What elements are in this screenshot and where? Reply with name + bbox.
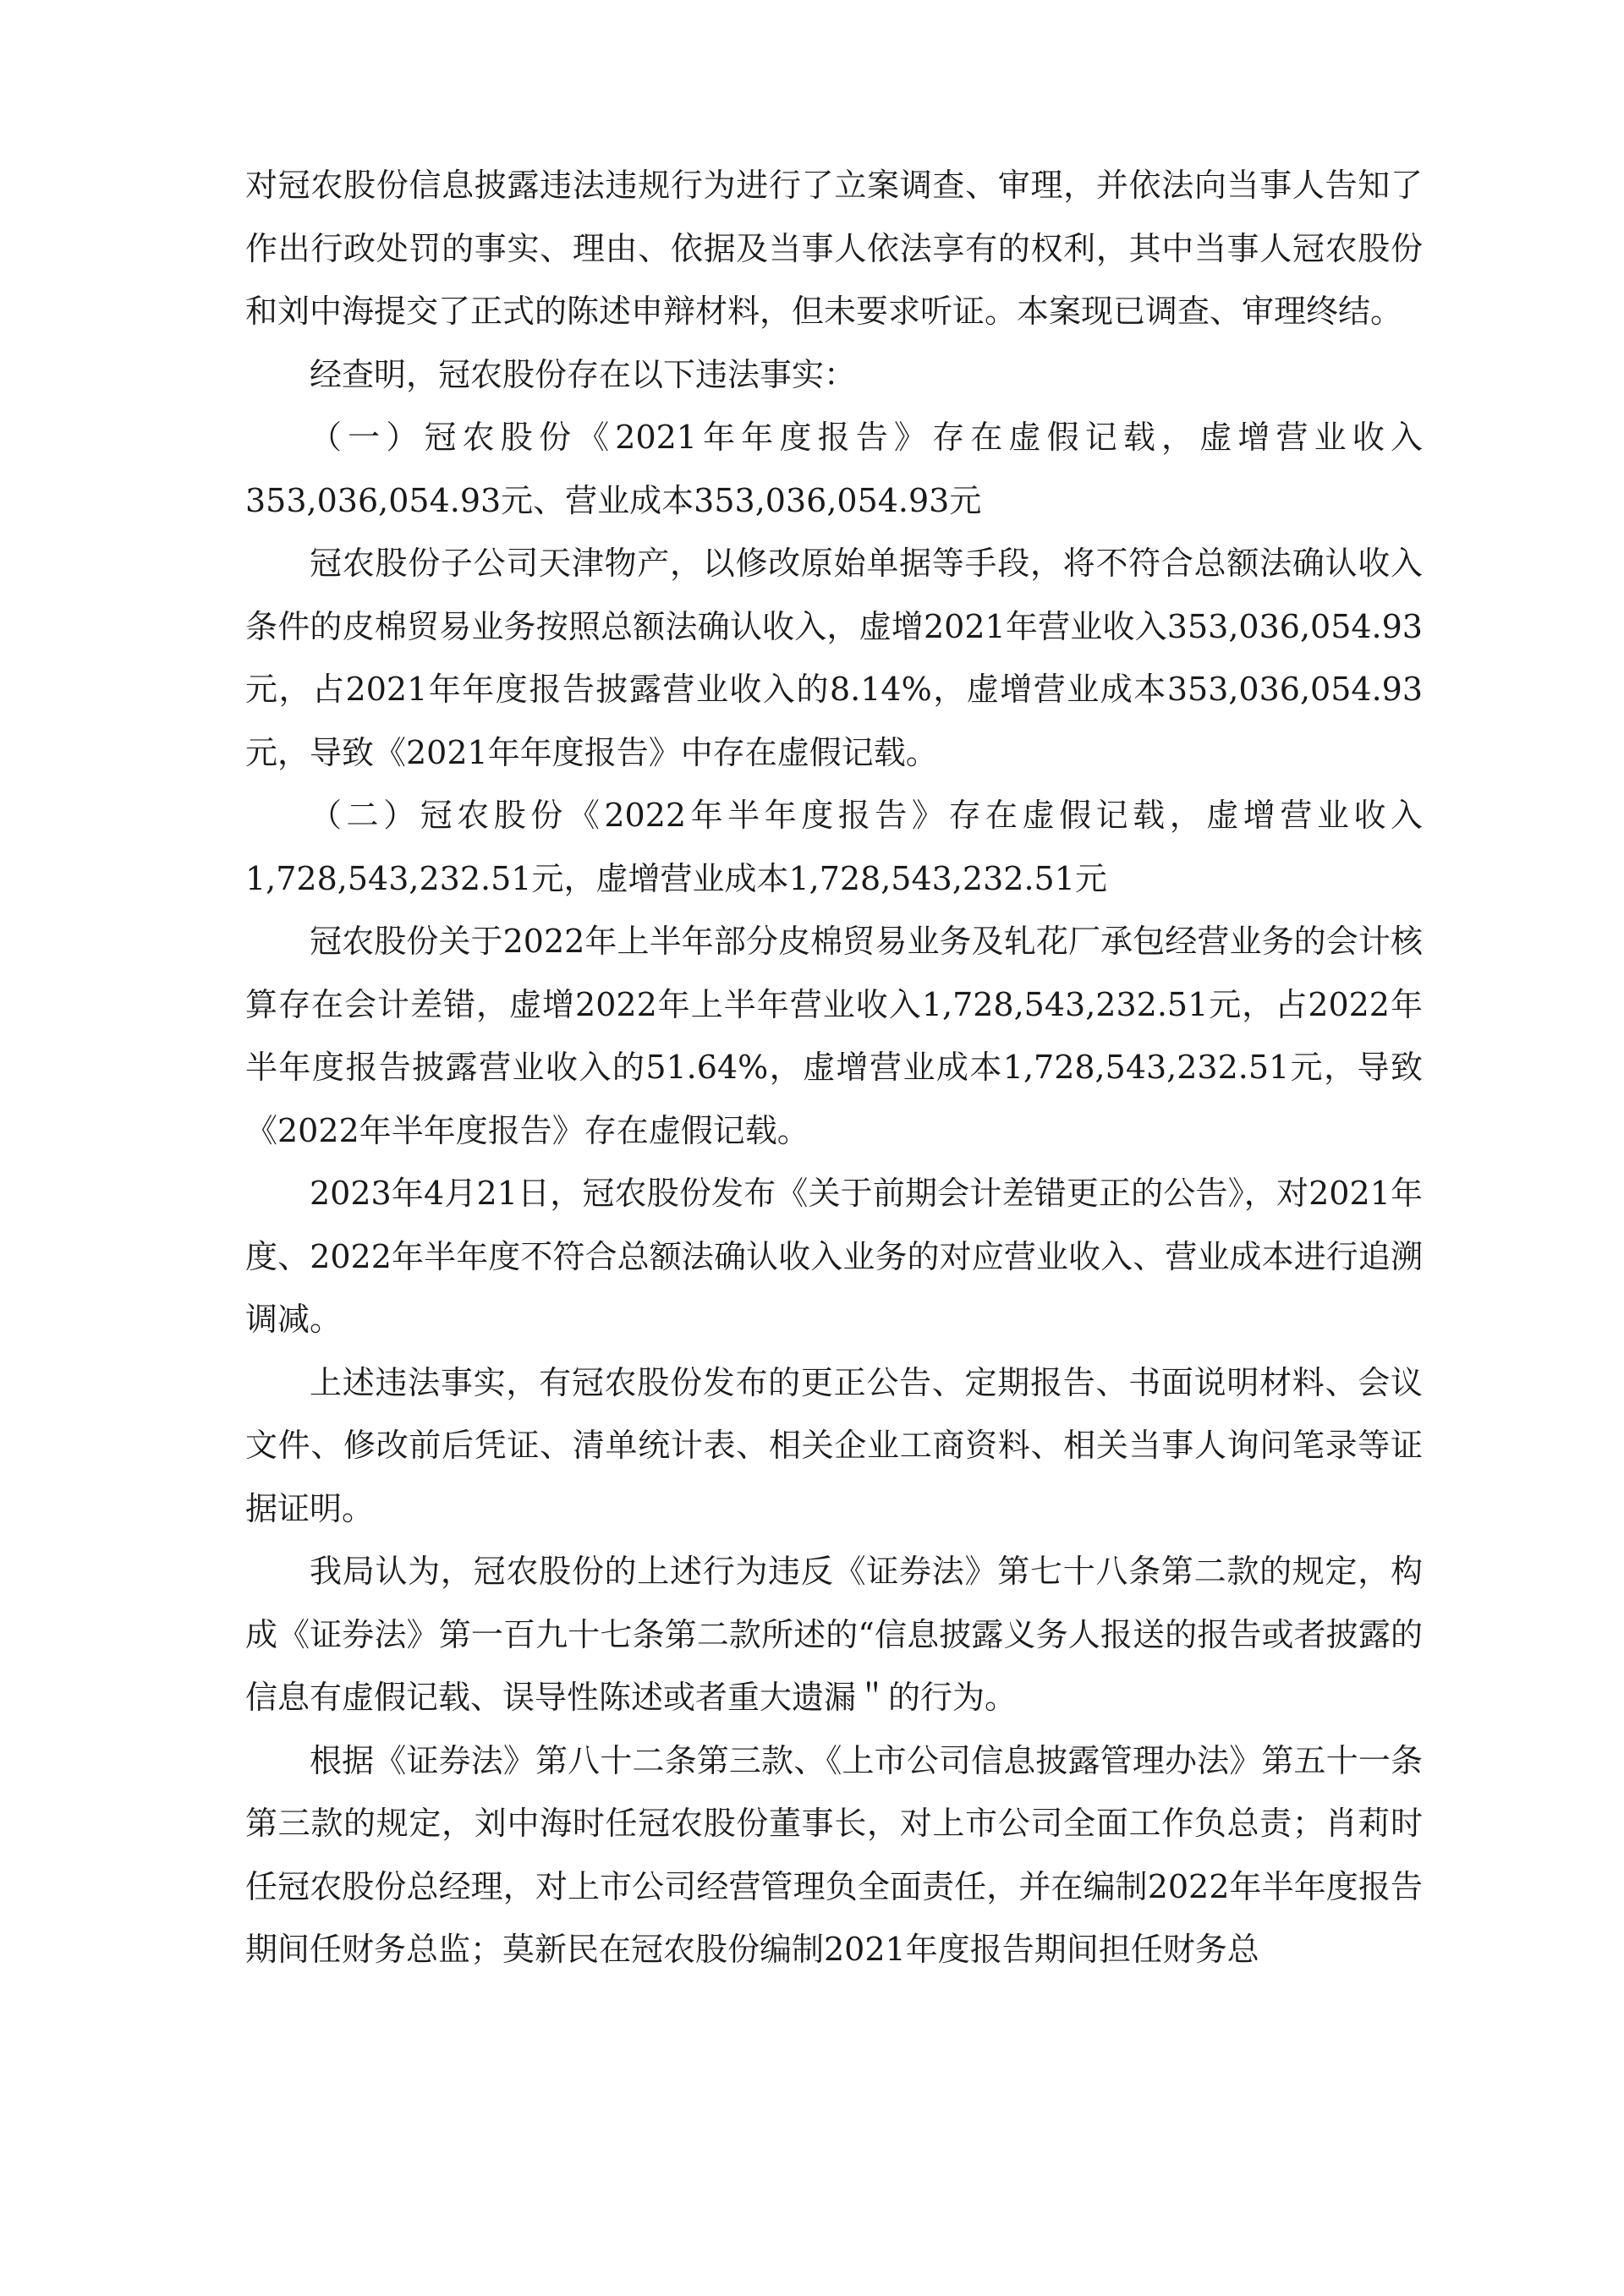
paragraph-2021-details: 冠农股份子公司天津物产，以修改原始单据等手段，将不符合总额法确认收入条件的皮棉贸易业务按照总额法确认收入，虚增2021年营业收入353,036,054.93元，占2021年年度报告披露营业收入的8.14%，虚增营业成本353,036,054.93元，导致《2021年年度报告》中存在虚假记载。 [245,545,1423,771]
section-heading-2021-report: （一）冠农股份《2021年年度报告》存在虚假记载，虚增营业收入353,036,054.93元、营业成本353,036,054.93元 [245,419,1423,519]
paragraph-legal-assessment: 我局认为，冠农股份的上述行为违反《证券法》第七十八条第二款的规定，构成《证券法》第一百九十七条第二款所述的“信息披露义务人报送的报告或者披露的信息有虚假记载、误导性陈述或者重大遗漏＂的行为。 [245,1553,1423,1716]
paragraph-responsible-persons: 根据《证券法》第八十二条第三款、《上市公司信息披露管理办法》第五十一条第三款的规定，刘中海时任冠农股份董事长，对上市公司全面工作负总责；肖莉时任冠农股份总经理，对上市公司经营管理负全面责任，并在编制2022年半年度报告期间任财务总监；莫新民在冠农股份编制2021年度报告期间担任财务总 [245,1741,1423,1968]
paragraph-correction-notice: 2023年4月21日，冠农股份发布《关于前期会计差错更正的公告》，对2021年度、2022年半年度不符合总额法确认收入业务的对应营业收入、营业成本进行追溯调减。 [245,1175,1423,1338]
paragraph-case-procedure: 对冠农股份信息披露违法违规行为进行了立案调查、审理，并依法向当事人告知了作出行政处罚的事实、理由、依据及当事人依法享有的权利，其中当事人冠农股份和刘中海提交了正式的陈述申辩材料，但未要求听证。本案现已调查、审理终结。 [245,167,1423,330]
paragraph-2022-details: 冠农股份关于2022年上半年部分皮棉贸易业务及轧花厂承包经营业务的会计核算存在会计差错，虚增2022年上半年营业收入1,728,543,232.51元，占2022年半年度报告披露营业收入的51.64%，虚增营业成本1,728,543,232.51元，导致《2022年半年度报告》存在虚假记载。 [245,923,1423,1149]
paragraph-findings-intro: 经查明，冠农股份存在以下违法事实： [310,355,857,393]
paragraph-evidence: 上述违法事实，有冠农股份发布的更正公告、定期报告、书面说明材料、会议文件、修改前后凭证、清单统计表、相关企业工商资料、相关当事人询问笔录等证据证明。 [245,1363,1423,1527]
document-page [245,154,1423,1981]
section-heading-2022-half-report: （二）冠农股份《2022年半年度报告》存在虚假记载，虚增营业收入1,728,543,232.51元，虚增营业成本1,728,543,232.51元 [245,797,1423,897]
